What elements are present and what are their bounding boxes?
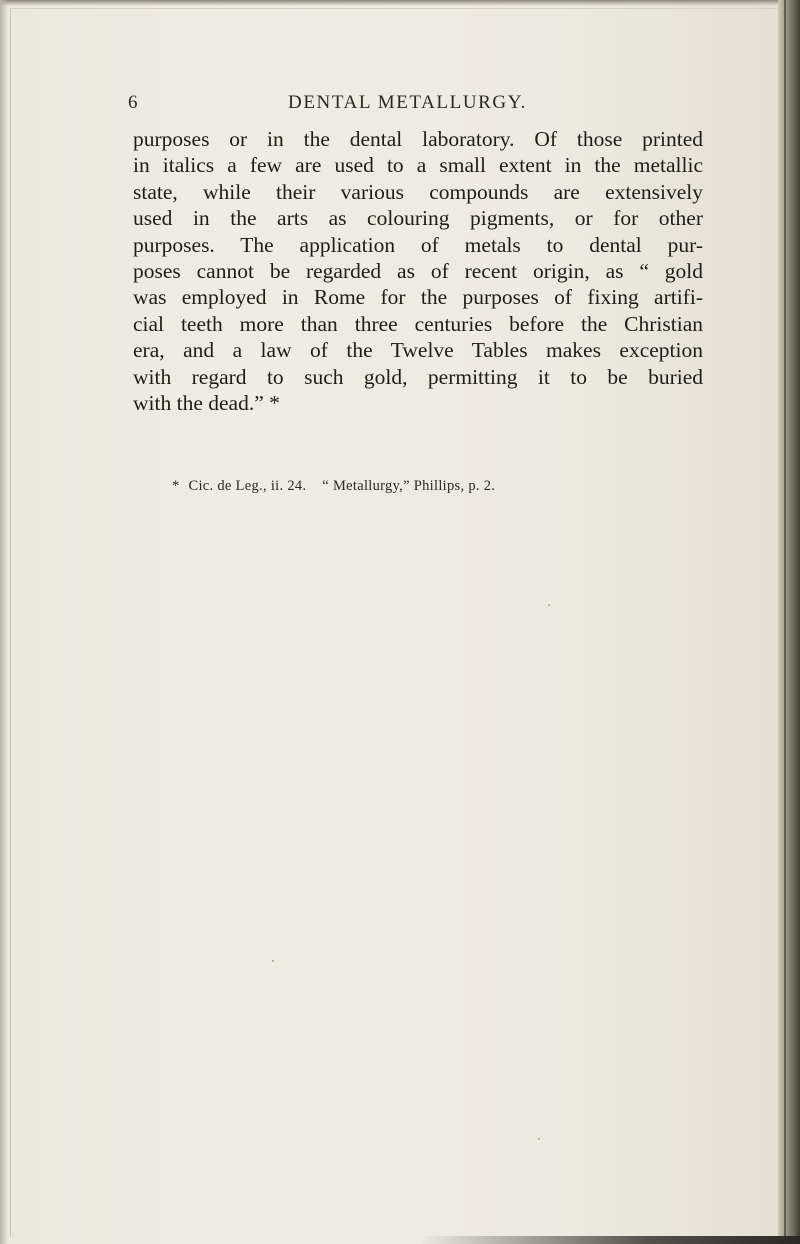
page-left-edge [0, 0, 8, 1244]
book-spine-edge [778, 0, 800, 1244]
text-line: used in the arts as colouring pigments, or for other [133, 206, 703, 231]
paper-speck [272, 960, 274, 962]
footnote-marker: * [172, 478, 180, 494]
footnote [172, 478, 495, 495]
text-line: cial teeth more than three centuries before the Christian [133, 311, 703, 336]
text-line: purposes. The application of metals to dental pur- [133, 232, 703, 257]
text-line: era, and a law of the Twelve Tables makes exception [133, 338, 703, 363]
page-top-edge [0, 0, 800, 6]
text-line: poses cannot be regarded as of recent origin, as “ gold [133, 258, 703, 283]
body-paragraph [133, 126, 703, 416]
paper-speck [548, 604, 550, 606]
page-number: 6 [128, 92, 140, 113]
text-line: with regard to such gold, permitting it to be buried [133, 364, 703, 389]
paper-speck [538, 1138, 540, 1140]
page-bottom-edge [420, 1236, 800, 1244]
text-line-last: with the dead.” * [133, 390, 280, 415]
running-title: DENTAL METALLURGY. [288, 92, 527, 113]
text-line: was employed in Rome for the purposes of fixing artifi- [133, 285, 703, 310]
text-line: purposes or in the dental laboratory. Of those printed [133, 127, 703, 151]
text-line: in italics a few are used to a small extent in the metallic [133, 153, 703, 178]
text-line: state, while their various compounds are extensively [133, 179, 703, 204]
running-head [128, 92, 688, 116]
footnote-citation-cicero: Cic. de Leg., ii. 24. [188, 478, 307, 494]
footnote-citation-phillips: “ Metallurgy,” Phillips, p. 2. [322, 478, 496, 494]
